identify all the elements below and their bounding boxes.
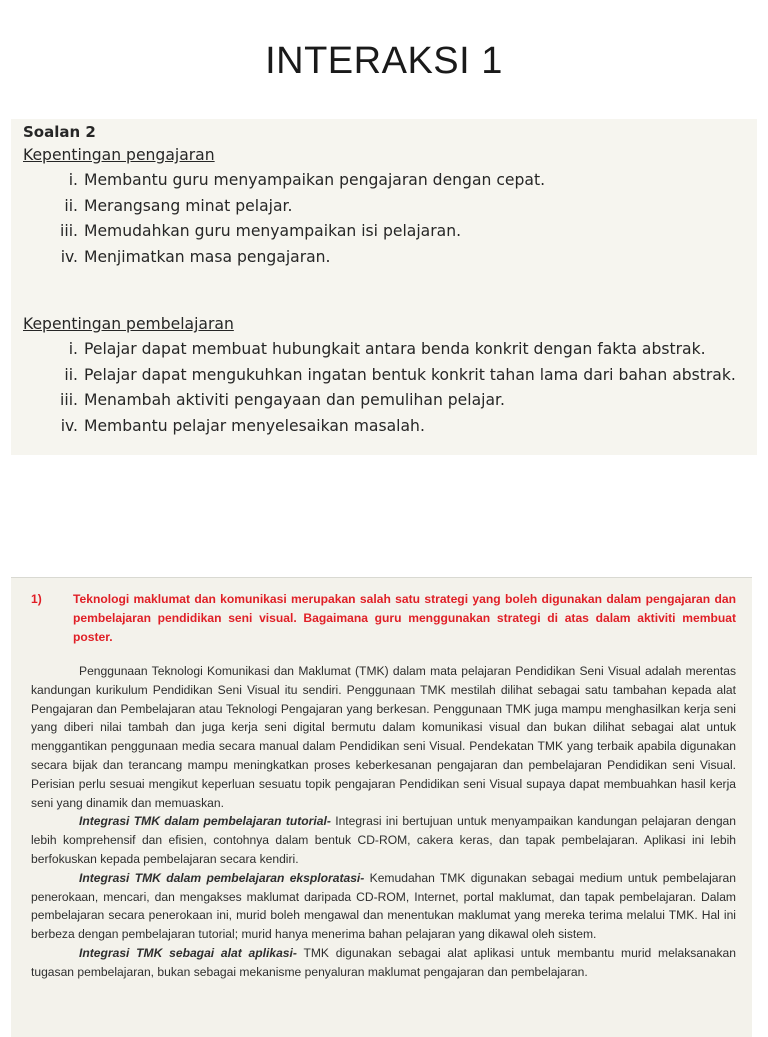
- list-item: i. Membantu guru menyampaikan pengajaran dengan cepat.: [68, 171, 546, 189]
- list-item: ii. Merangsang minat pelajar.: [64, 196, 293, 215]
- section-title-pengajaran: Kepentingan pengajaran: [23, 146, 215, 164]
- list-item: iv. Menjimatkan masa pengajaran.: [60, 247, 331, 266]
- paragraph-lead: Integrasi TMK dalam pembelajaran tutorial-: [79, 814, 331, 829]
- paragraph: Penggunaan Teknologi Komunikasi dan Maklumat (TMK) dalam mata pelajaran Pendidikan Seni Visual adalah merentas kandungan kurikulum Pendidikan Seni Visual itu sendiri. Penggunaan TMK mestilah dilihat sebagai satu tambahan kepada alat Pengajaran dan Pembelajaran atau Teknologi Pengajaran yang berkesan. Penggunaan TMK juga mampu menghasilkan kerja seni yang diberi nilai tambah dan juga kerja seni digital bermutu dalam komunikasi visual dan bukan dilihat sebagai alat untuk menggantikan penggunaan media secara manual dalam Pendidikan seni Visual. Pendekatan TMK yang terbaik apabila digunakan secara bijak dan terancang mampu meningkatkan proses keberkesanan pengajaran dan pembelajaran Pendidikan seni Visual. Perisian perlu sesuai mengikut keperluan sesuatu topik pengajaran Pendidikan seni Visual supaya dapat membuahkan hasil kerja seni yang dinamik dan memuaskan.: [31, 664, 736, 810]
- paragraph: Integrasi TMK sebagai alat aplikasi- TMK digunakan sebagai alat aplikasi untuk membantu murid melaksanakan tugasan pembelajaran, bukan sebagai mekanisme penyaluran maklumat pengajaran dan pembelajaran.: [31, 945, 736, 979]
- list-pembelajaran: [23, 337, 745, 439]
- answer-body: [31, 662, 736, 982]
- page-title: INTERAKSI 1: [265, 40, 503, 82]
- list-item: i. Pelajar dapat membuat hubungkait antara benda konkrit dengan fakta abstrak.: [68, 340, 706, 358]
- paragraph: Integrasi TMK dalam pembelajaran eksploratasi- Kemudahan TMK digunakan sebagai medium untuk pembelajaran penerokaan, mencari, dan mengakses maklumat daripada CD-ROM, Internet, portal maklumat, dan tapak pembelajaran. Dalam pembelajaran secara penerokaan ini, murid boleh mengawal dan menentukan maklumat yang mereka terima melalui TMK. Hal ini berbeza dengan pembelajaran tutorial; murid hanya menerima bahan pelajaran yang dikawal oleh sistem.: [31, 870, 736, 942]
- list-item: iv. Membantu pelajar menyelesaikan masalah.: [60, 416, 425, 435]
- list-item: ii. Pelajar dapat mengukuhkan ingatan bentuk konkrit tahan lama dari bahan abstrak.: [64, 365, 736, 384]
- question-heading: Soalan 2: [23, 123, 96, 141]
- paragraph: Integrasi TMK dalam pembelajaran tutorial- Integrasi ini bertujuan untuk menyampaikan kandungan pelajaran dengan lebih komprehensif dan efisien, contohnya dalam bentuk CD-ROM, cakera keras, dan tapak pembelajaran. Aplikasi ini lebih berfokuskan kepada pembelajaran secara kendiri.: [31, 814, 737, 866]
- section-title-pembelajaran: Kepentingan pembelajaran: [23, 315, 234, 333]
- slide-image-soalan-2: [11, 119, 757, 455]
- list-item: iii. Menambah aktiviti pengayaan dan pemulihan pelajar.: [60, 391, 505, 409]
- paragraph-lead: Integrasi TMK sebagai alat aplikasi-: [79, 945, 297, 960]
- question-number: 1): [31, 592, 42, 606]
- question-text: Teknologi maklumat dan komunikasi merupakan salah satu strategi yang boleh digunakan dalam pengajaran dan pembelajaran pendidikan seni visual. Bagaimana guru menggunakan strategi di atas dalam aktiviti membuat poster.: [73, 592, 736, 644]
- list-item: iii. Memudahkan guru menyampaikan isi pelajaran.: [60, 222, 462, 240]
- list-pengajaran: [23, 168, 745, 270]
- paragraph-lead: Integrasi TMK dalam pembelajaran eksploratasi-: [79, 870, 365, 885]
- slide-image-document: [11, 577, 752, 1037]
- question-block: [31, 590, 736, 647]
